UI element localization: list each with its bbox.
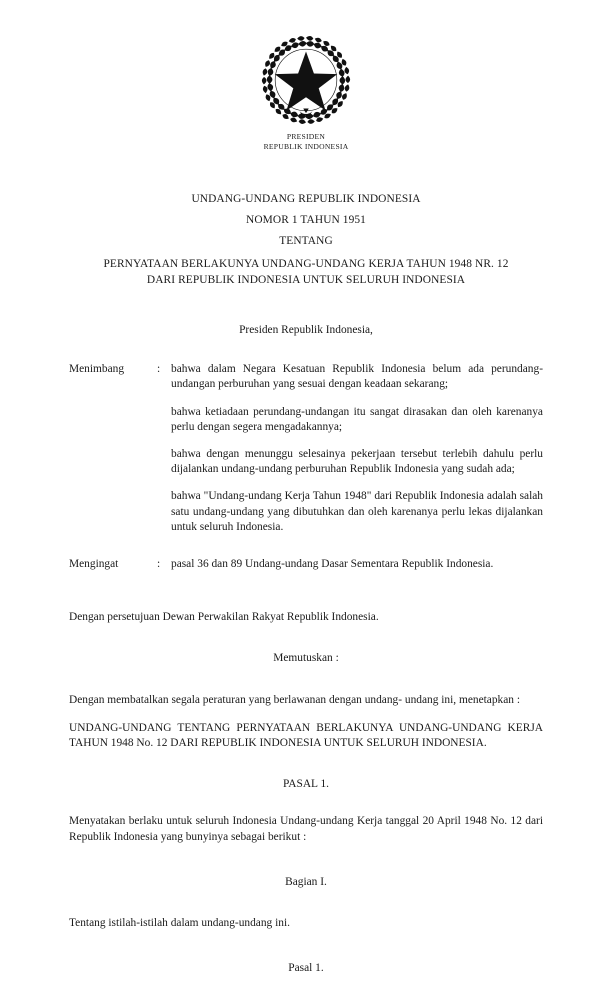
recollections-label: Mengingat xyxy=(69,558,119,571)
recollections-colon: : xyxy=(157,558,161,571)
considerations-clause xyxy=(69,362,543,535)
approval-statement: Dengan persetujuan Dewan Perwakilan Rakyat Republik Indonesia. xyxy=(69,611,379,624)
considerations-body xyxy=(171,362,543,535)
title-subject-line-2: DARI REPUBLIK INDONESIA UNTUK SELURUH INDONESIA xyxy=(146,273,466,286)
letterhead-caption xyxy=(69,132,543,151)
title-line-3: TENTANG xyxy=(279,235,333,248)
recollections-text: pasal 36 dan 89 Undang-undang Dasar Sementara Republik Indonesia. xyxy=(171,558,494,571)
document-title-block xyxy=(69,189,543,288)
decide-heading: Memutuskan : xyxy=(273,652,339,665)
considerations-colon: : xyxy=(157,363,161,376)
title-line-2: NOMOR 1 TAHUN 1951 xyxy=(246,214,366,227)
section-heading: Bagian I. xyxy=(285,875,327,888)
opening-salutation: Presiden Republik Indonesia, xyxy=(239,324,373,337)
consideration-item: bahwa dengan menunggu selesainya pekerjaan tersebut terlebih dahulu perlu dijalankan undang-undang perburuhan Republik Indonesia yang sudah ada; xyxy=(171,448,543,476)
title-line-1: UNDANG-UNDANG REPUBLIK INDONESIA xyxy=(191,193,421,206)
subarticle-heading: Pasal 1. xyxy=(288,962,324,975)
consideration-item: bahwa "Undang-undang Kerja Tahun 1948" dari Republik Indonesia adalah salah satu undang-undang yang dibutuhkan dan oleh karenanya perlu lekas dijalankan untuk seluruh Indonesia. xyxy=(171,490,543,533)
recollections-body xyxy=(171,557,543,572)
consideration-item: bahwa ketiadaan perundang-undangan itu sangat dirasakan dan oleh karenanya perlu dengan segera mengadakannya; xyxy=(171,405,543,433)
decree-title: UNDANG-UNDANG TENTANG PERNYATAAN BERLAKUNYA UNDANG-UNDANG KERJA TAHUN 1948 No. 12 DARI REPUBLIK INDONESIA UNTUK SELURUH INDONESIA. xyxy=(69,721,543,750)
revocation-statement: Dengan membatalkan segala peraturan yang berlawanan dengan undang- undang ini, menetapkan : xyxy=(69,693,521,706)
title-subject-line-1: PERNYATAAN BERLAKUNYA UNDANG-UNDANG KERJA TAHUN 1948 NR. 12 xyxy=(103,258,509,271)
article-heading: PASAL 1. xyxy=(282,778,329,791)
article-body: Menyatakan berlaku untuk seluruh Indonesia Undang-undang Kerja tanggal 20 April 1948 No. 12 dari Republik Indonesia yang bunyinya sebagai berikut : xyxy=(69,815,543,843)
considerations-label: Menimbang xyxy=(69,363,125,376)
letterhead-caption-line2: REPUBLIK INDONESIA xyxy=(263,141,349,151)
letterhead-caption-line1: PRESIDEN xyxy=(286,132,326,141)
letterhead xyxy=(69,0,543,151)
garuda-star-wreath-emblem xyxy=(260,34,352,126)
section-intro: Tentang istilah-istilah dalam undang-undang ini. xyxy=(69,917,290,930)
recollections-clause xyxy=(69,557,543,572)
consideration-item: bahwa dalam Negara Kesatuan Republik Indonesia belum ada perundang-undangan perburuhan yang sesuai dengan keadaan sekarang; xyxy=(171,363,543,391)
